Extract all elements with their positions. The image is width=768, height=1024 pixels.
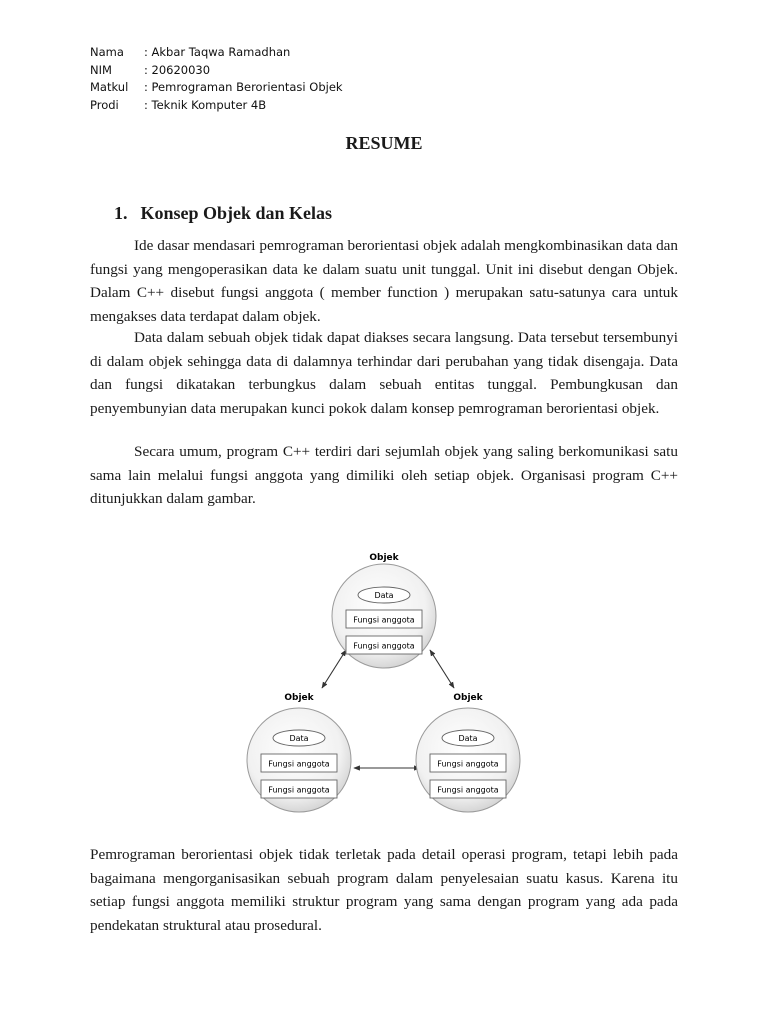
paragraph: Pemrograman berorientasi objek tidak terletak pada detail operasi program, tetapi lebih pada bagaimana mengorganisasikan sebuah program dalam penyelesaian suatu kasus. Karena itu setiap fungsi anggota memiliki struktur program yang sama dengan program yang ada pada pendekatan struktural atau prosedural. bbox=[90, 846, 678, 934]
link-arrow bbox=[430, 650, 454, 688]
data-label: Data bbox=[374, 591, 394, 600]
object-label: Objek bbox=[284, 693, 314, 703]
data-label: Data bbox=[458, 734, 478, 743]
section-heading bbox=[114, 203, 332, 224]
paragraph: Ide dasar mendasari pemrograman berorientasi objek adalah mengkombinasikan data dan fungsi yang mengoperasikan data ke dalam suatu unit tunggal. Unit ini disebut dengan Objek. Dalam C++ disebut fungsi anggota ( member function ) merupakan satu-satunya cara untuk mengakses data terdapat dalam objek. bbox=[90, 237, 678, 325]
data-label: Data bbox=[289, 734, 309, 743]
header-info bbox=[90, 44, 343, 114]
header-row-nama bbox=[90, 44, 343, 62]
function-label: Fungsi anggota bbox=[437, 785, 499, 795]
function-label: Fungsi anggota bbox=[268, 785, 330, 795]
function-label: Fungsi anggota bbox=[437, 759, 499, 769]
function-label: Fungsi anggota bbox=[353, 641, 415, 651]
object-node-right bbox=[416, 693, 520, 812]
section-number: 1. bbox=[114, 203, 128, 223]
function-label: Fungsi anggota bbox=[268, 759, 330, 769]
paragraph: Data dalam sebuah objek tidak dapat diakses secara langsung. Data tersebut tersembunyi di dalam objek sehingga data di dalamnya terhindar dari perubahan yang tidak disengaja. Data dan fungsi dikatakan terbungkus dalam sebuah entitas tunggal. Pembungkusan dan penyembunyian data merupakan kunci pokok dalam konsep pemrograman berorientasi objek. bbox=[90, 329, 678, 417]
paragraph: Secara umum, program C++ terdiri dari sejumlah objek yang saling berkomunikasi satu sama lain melalui fungsi anggota yang dimiliki oleh setiap objek. Organisasi program C++ ditunjukkan dalam gambar. bbox=[90, 443, 678, 508]
object-node-left bbox=[247, 693, 351, 812]
header-value: : Pemrograman Berorientasi Objek bbox=[144, 80, 343, 94]
header-key: Matkul bbox=[90, 80, 129, 94]
header-row-nim bbox=[90, 62, 343, 80]
header-value: : 20620030 bbox=[144, 62, 211, 77]
header-key: NIM bbox=[90, 62, 112, 77]
header-value: : Akbar Taqwa Ramadhan bbox=[144, 45, 291, 59]
header-key: Prodi bbox=[90, 97, 119, 112]
function-label: Fungsi anggota bbox=[353, 615, 415, 625]
document-title: RESUME bbox=[345, 133, 423, 153]
header-row-matkul bbox=[90, 79, 343, 97]
link-arrow bbox=[322, 650, 346, 688]
header-key: Nama bbox=[90, 45, 124, 59]
header-row-prodi bbox=[90, 97, 343, 115]
object-node-top bbox=[332, 553, 436, 668]
object-label: Objek bbox=[369, 553, 399, 563]
header-value: : Teknik Komputer 4B bbox=[144, 97, 267, 112]
object-label: Objek bbox=[453, 693, 483, 703]
section-title: Konsep Objek dan Kelas bbox=[140, 203, 333, 223]
object-diagram bbox=[240, 540, 530, 830]
